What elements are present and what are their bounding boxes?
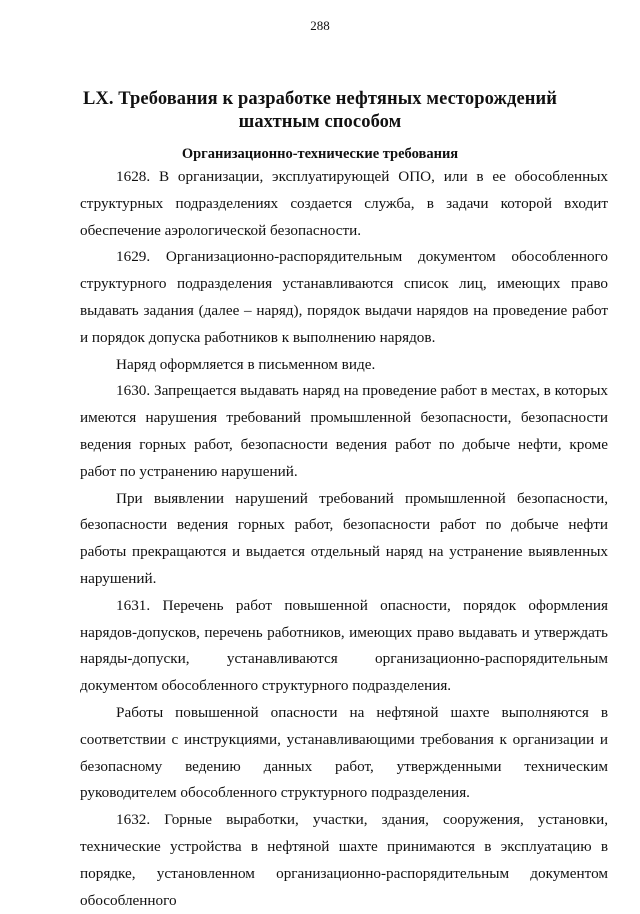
paragraph-naryad-written: Наряд оформляется в письменном виде. bbox=[116, 355, 376, 373]
paragraph-1630: 1630. Запрещается выдавать наряд на проведение работ в местах, в которых имеются нарушения требований промышленной безопасности, безопасности ведения горных работ, безопасности ведения работ по добыче нефти, кроме работ по устранению нарушений. bbox=[80, 382, 608, 480]
chapter-title: LX. Требования к разработке нефтяных месторождений шахтным способом bbox=[82, 89, 558, 132]
paragraph-1632: 1632. Горные выработки, участки, здания, сооружения, установки, технические устройства в нефтяной шахте принимаются в эксплуатацию в порядке, установленном организационно-распорядительным документом обособленного bbox=[80, 811, 608, 909]
paragraph-hazardous-work: Работы повышенной опасности на нефтяной шахте выполняются в соответствии с инструкциями, устанавливающими требования к организации и безопасному ведению данных работ, утвержденными техническим руководителем обособленного структурного подразделения. bbox=[80, 703, 608, 802]
paragraph-1631: 1631. Перечень работ повышенной опасности, порядок оформления нарядов-допусков, перечень работников, имеющих право выдавать и утверждать наряды-допуски, устанавливаются организационно-распорядительным документом обособленного структурного подразделения. bbox=[80, 596, 608, 695]
paragraph-violations: При выявлении нарушений требований промышленной безопасности, безопасности ведения горных работ, безопасности работ по добыче нефти работы прекращаются и выдается отдельный наряд на устранение выявленных нарушений. bbox=[80, 489, 608, 587]
paragraph-1629: 1629. Организационно-распорядительным документом обособленного структурного подразделения устанавливаются список лиц, имеющих право выдавать задания (далее – наряд), порядок выдачи нарядов на проведение работ и порядок допуска работников к выполнению нарядов. bbox=[80, 248, 608, 346]
page-number: 288 bbox=[310, 18, 330, 33]
paragraph-1628: 1628. В организации, эксплуатирующей ОПО, или в ее обособленных структурных подразделениях создается служба, в задачи которой входит обеспечение аэрологической безопасности. bbox=[80, 168, 608, 239]
document-body bbox=[80, 164, 608, 914]
section-title: Организационно-технические требования bbox=[181, 146, 459, 162]
